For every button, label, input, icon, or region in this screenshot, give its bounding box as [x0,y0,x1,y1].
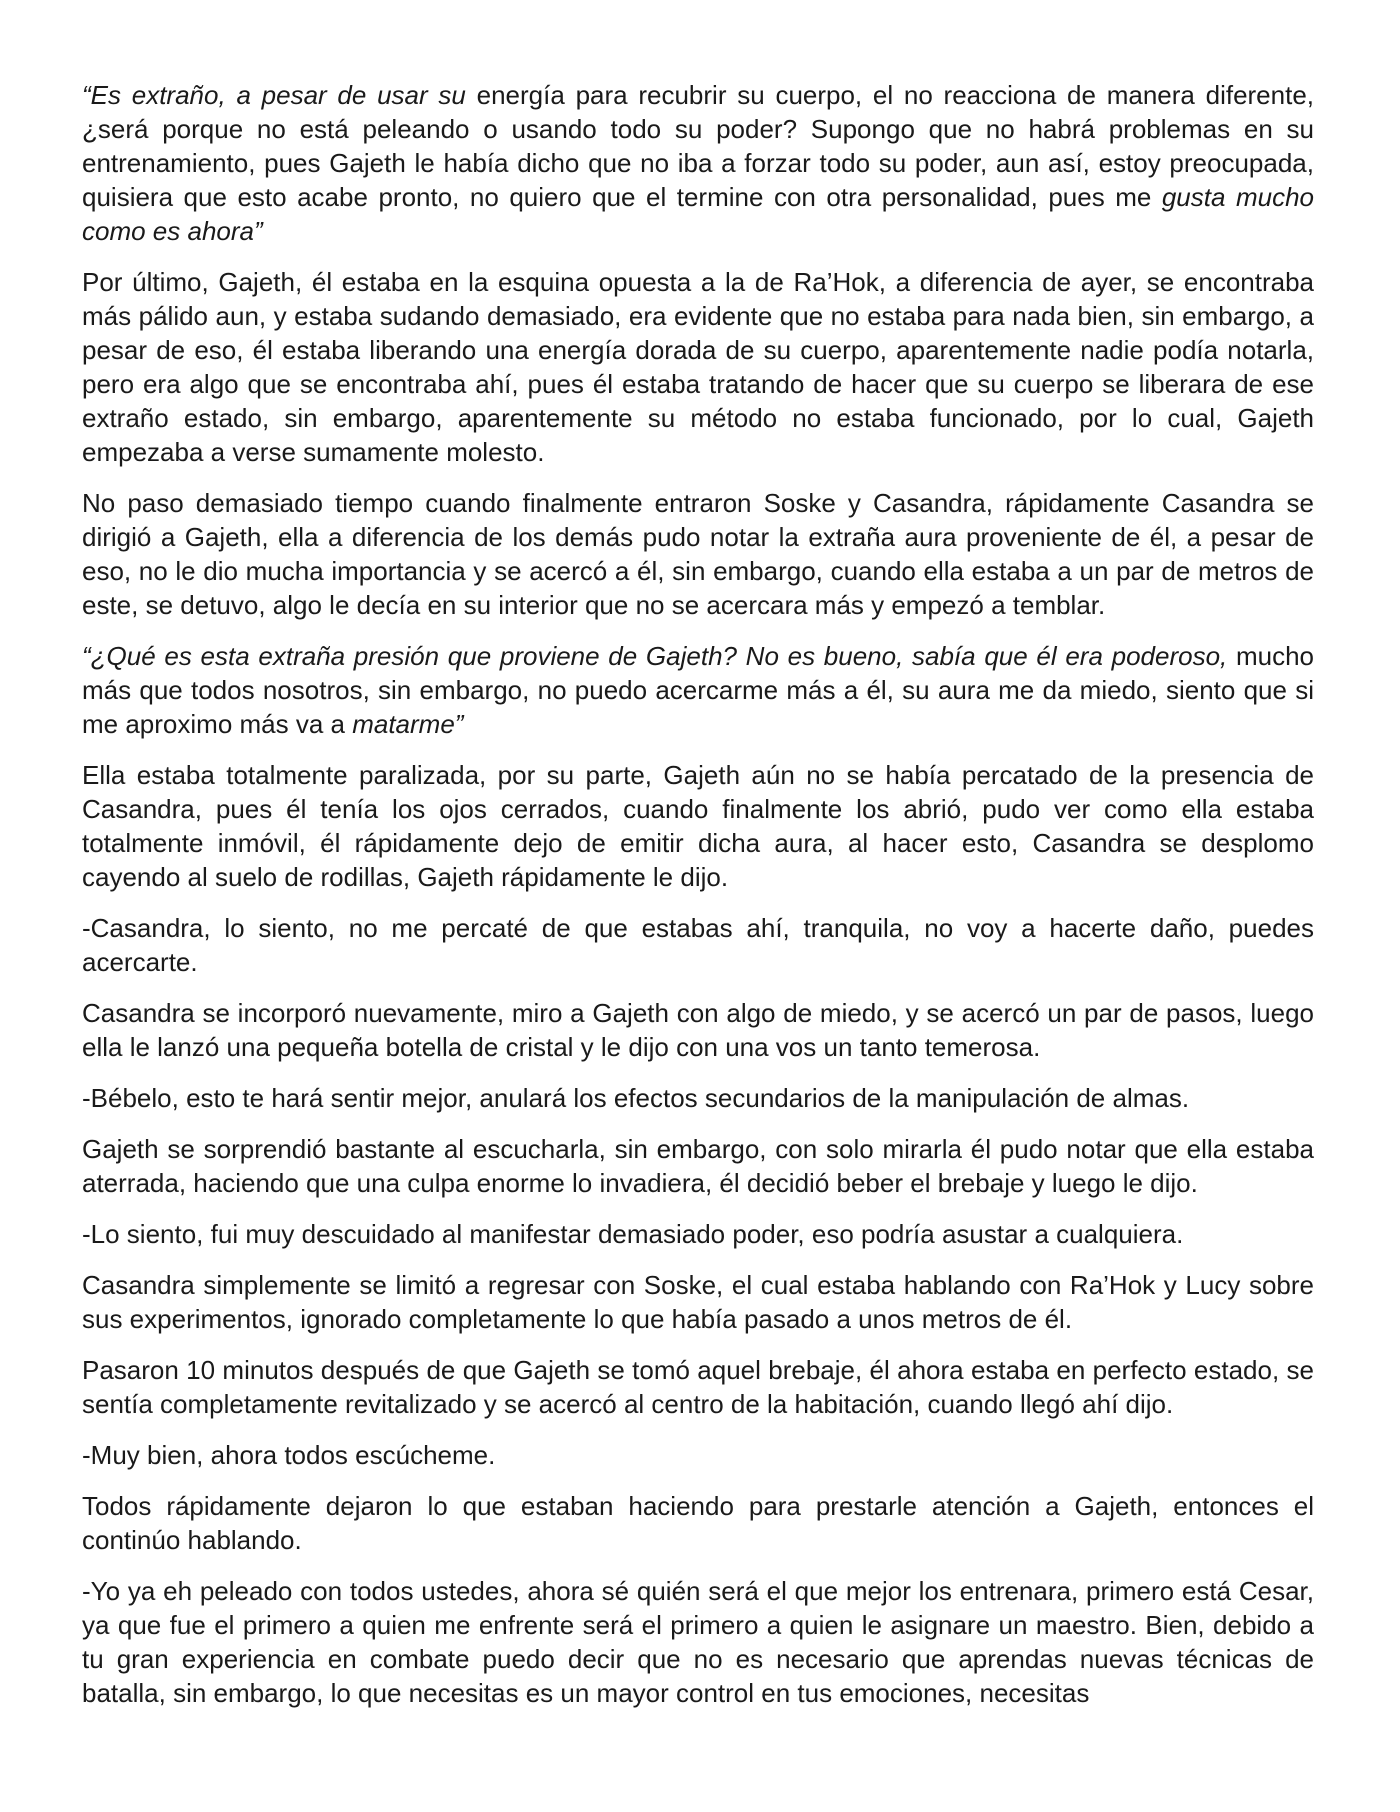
paragraph-7 [82,996,1314,1064]
thought-text: “Es extraño, a pesar de usar su [82,80,477,110]
dialogue-text: -Casandra, lo siento, no me percaté de que estabas ahí, tranquila, no voy a hacerte daño, puedes acercarte. [82,913,1314,977]
document-page [82,78,1314,1778]
paragraph-14 [82,1489,1314,1557]
thought-text: “¿Qué es esta extraña presión que proviene de Gajeth? No es bueno, sabía que él era poderoso, [82,641,1228,671]
dialogue-text: -Bébelo, esto te hará sentir mejor, anulará los efectos secundarios de la manipulación de almas. [82,1083,1190,1113]
paragraph-6 [82,911,1314,979]
body-text: Casandra se incorporó nuevamente, miro a Gajeth con algo de miedo, y se acercó un par de pasos, luego ella le lanzó una pequeña botella de cristal y le dijo con una vos un tanto temerosa. [82,998,1314,1062]
paragraph-10 [82,1217,1314,1251]
body-text: Casandra simplemente se limitó a regresar con Soske, el cual estaba hablando con Ra’Hok y Lucy sobre sus experimentos, ignorado completamente lo que había pasado a unos metros de él. [82,1270,1314,1334]
thought-text: matarme” [352,709,464,739]
paragraph-2 [82,265,1314,469]
paragraph-15 [82,1574,1314,1710]
paragraph-3 [82,486,1314,622]
dialogue-text: -Yo ya eh peleado con todos ustedes, ahora sé quién será el que mejor los entrenara, primero está Cesar, ya que fue el primero a quien me enfrente será el primero a quien le asignare un maestro. Bien, debido a tu gran experiencia en combate puedo decir que no es necesario que aprendas nuevas técnicas de batalla, sin embargo, lo que necesitas es un mayor control en tus emociones, necesitas [82,1576,1314,1708]
paragraph-1 [82,78,1314,248]
body-text: Todos rápidamente dejaron lo que estaban haciendo para prestarle atención a Gajeth, entonces el continúo hablando. [82,1491,1314,1555]
body-text: mucho más que todos nosotros, sin embargo, no puedo acercarme más a él, su aura me da miedo, siento que si me aproximo más va a [82,641,1314,739]
thought-text: gusta mucho como es ahora” [82,182,1314,246]
body-text: No paso demasiado tiempo cuando finalmente entraron Soske y Casandra, rápidamente Casandra se dirigió a Gajeth, ella a diferencia de los demás pudo notar la extraña aura proveniente de él, a pesar de eso, no le dio mucha importancia y se acercó a él, sin embargo, cuando ella estaba a un par de metros de este, se detuvo, algo le decía en su interior que no se acercara más y empezó a temblar. [82,488,1314,620]
paragraph-9 [82,1132,1314,1200]
paragraph-8 [82,1081,1314,1115]
body-text: Por último, Gajeth, él estaba en la esquina opuesta a la de Ra’Hok, a diferencia de ayer, se encontraba más pálido aun, y estaba sudando demasiado, era evidente que no estaba para nada bien, sin embargo, a pesar de eso, él estaba liberando una energía dorada de su cuerpo, aparentemente nadie podía notarla, pero era algo que se encontraba ahí, pues él estaba tratando de hacer que su cuerpo se liberara de ese extraño estado, sin embargo, aparentemente su método no estaba funcionado, por lo cual, Gajeth empezaba a verse sumamente molesto. [82,267,1314,467]
body-text: Gajeth se sorprendió bastante al escucharla, sin embargo, con solo mirarla él pudo notar que ella estaba aterrada, haciendo que una culpa enorme lo invadiera, él decidió beber el brebaje y luego le dijo. [82,1134,1314,1198]
paragraph-11 [82,1268,1314,1336]
dialogue-text: -Muy bien, ahora todos escúcheme. [82,1440,496,1470]
paragraph-13 [82,1438,1314,1472]
body-text: Ella estaba totalmente paralizada, por su parte, Gajeth aún no se había percatado de la presencia de Casandra, pues él tenía los ojos cerrados, cuando finalmente los abrió, pudo ver como ella estaba totalmente inmóvil, él rápidamente dejo de emitir dicha aura, al hacer esto, Casandra se desplomo cayendo al suelo de rodillas, Gajeth rápidamente le dijo. [82,760,1314,892]
paragraph-5 [82,758,1314,894]
body-text: Pasaron 10 minutos después de que Gajeth se tomó aquel brebaje, él ahora estaba en perfecto estado, se sentía completamente revitalizado y se acercó al centro de la habitación, cuando llegó ahí dijo. [82,1355,1314,1419]
body-text: energía para recubrir su cuerpo, el no reacciona de manera diferente, ¿será porque no está peleando o usando todo su poder? Supongo que no habrá problemas en su entrenamiento, pues Gajeth le había dicho que no iba a forzar todo su poder, aun así, estoy preocupada, quisiera que esto acabe pronto, no quiero que el termine con otra personalidad, pues me [82,80,1314,212]
paragraph-4 [82,639,1314,741]
dialogue-text: -Lo siento, fui muy descuidado al manifestar demasiado poder, eso podría asustar a cualquiera. [82,1219,1184,1249]
paragraph-12 [82,1353,1314,1421]
